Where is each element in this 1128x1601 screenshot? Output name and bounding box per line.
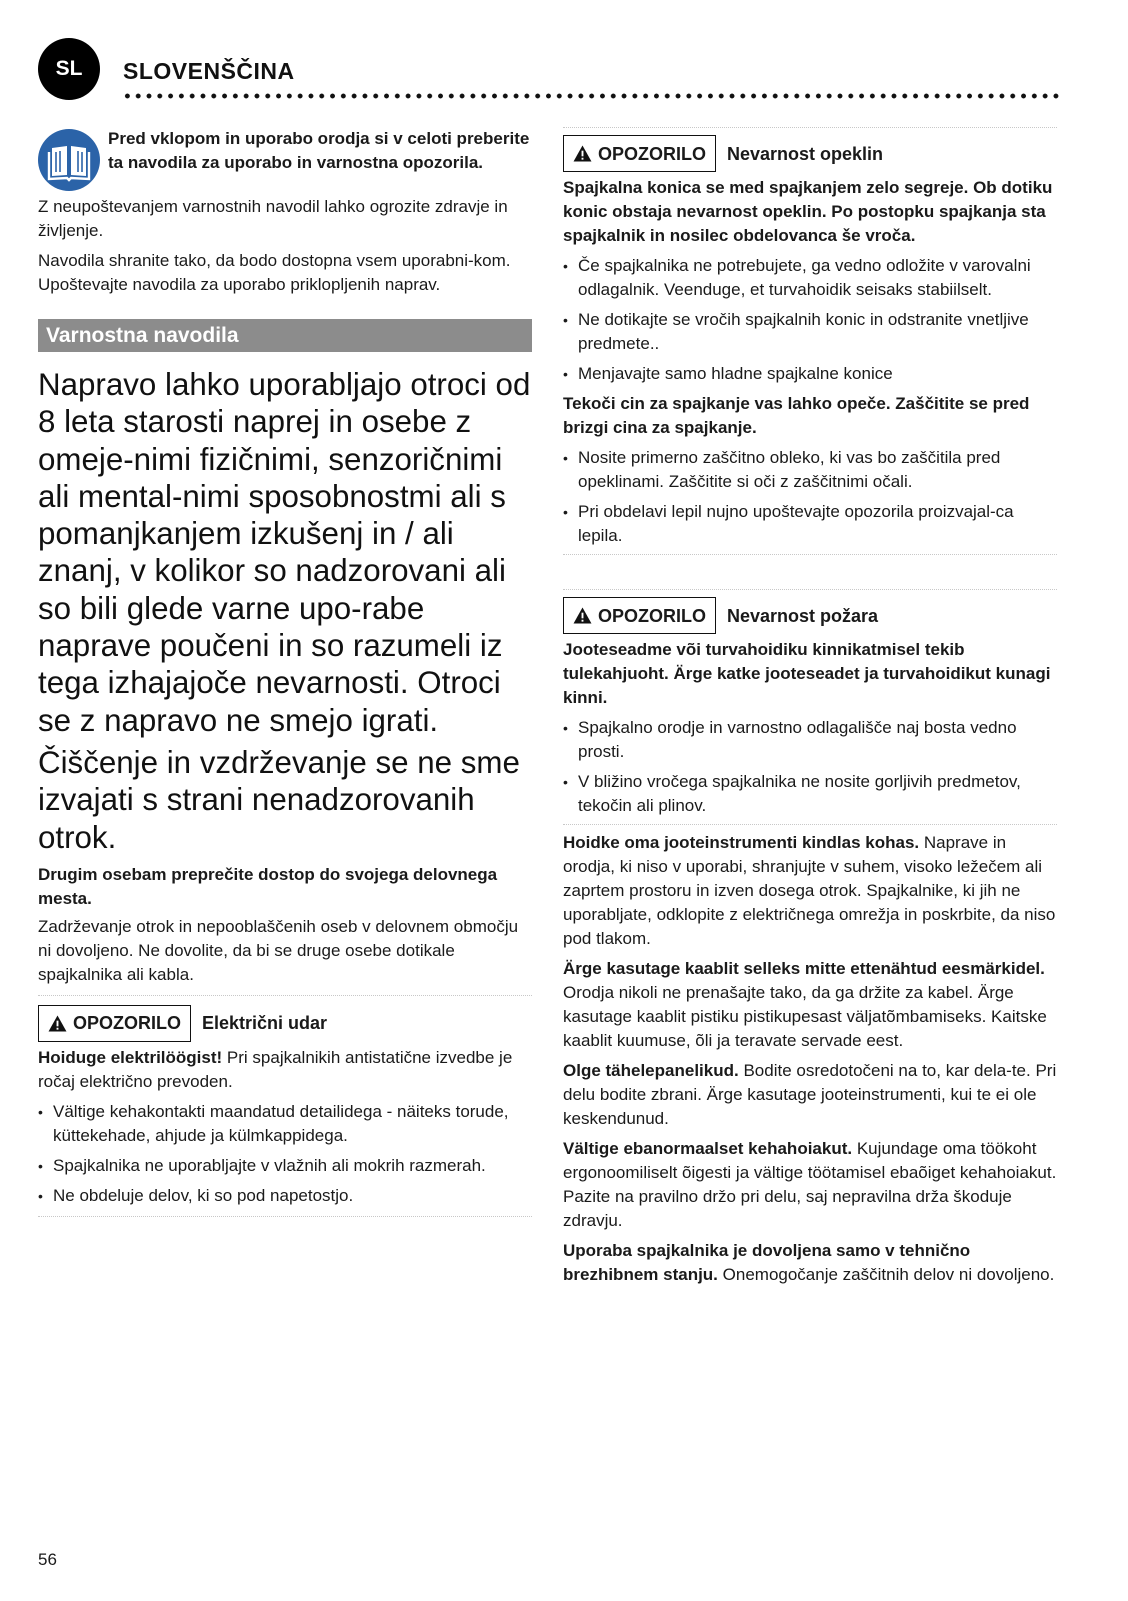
children-notice: Napravo lahko uporabljajo otroci od 8 leta starosti naprej in osebe z omeje-nimi fizičnimi, senzoričnimi ali mental-nimi sposobnostmi ali s pomanjkanjem izkušenj in / ali znanj, v kolikor so nadzorovani ali so bili glede varne upo-rabe naprave poučeni in so razumeli iz tega izhajajoče nevarnosti. Otroci se z napravo ne smejo igrati. [38, 367, 531, 738]
warning-icon [573, 607, 592, 624]
access-heading: Drugim osebam preprečite dostop do svojega delovnega mesta. [38, 864, 498, 908]
language-title: SLOVENŠČINA [123, 58, 295, 84]
list-item: • Nosite primerno zaščitno obleko, ki vas bo zaščitila pred opeklinami. Zaščitite si oči z zaščitnimi očali. [563, 446, 1057, 494]
paragraph-text: Kujundage oma töökoht ergonoomiliselt õigesti ja vältige töötamisel ebaõiget kehahoiakut. Pazite na pravilno držo pri delu, saj nepravilna drža škoduje zdravju. [563, 1139, 1057, 1230]
warning-paragraph [38, 1046, 532, 1094]
paragraph-text: Naprave in orodja, ki niso v uporabi, shranjujte v suhem, visoko ležečem ali zaprtem prostoru in izven dosega otrok. Spajkalnike, ki jih ne uporabljate, odklopite z električnega omrežja in poskrbite, da niso pod tlakom. [563, 833, 1056, 948]
divider [563, 824, 1057, 825]
intro-paragraph: Navodila shranite tako, da bodo dostopna vsem uporabni-kom. Upoštevajte navodila za uporabo priklopljenih naprav. [38, 251, 511, 294]
divider [563, 589, 1057, 590]
intro-bold-text: Pred vklopom in uporabo orodja si v celoti preberite ta navodila za uporabo in varnostna opozorila. [108, 129, 530, 172]
warning-header [38, 1005, 532, 1042]
list-item: • Spajkalno orodje in varnostno odlagališče naj bosta vedno prosti. [563, 716, 1057, 764]
warning-badge [563, 135, 716, 172]
right-column [563, 127, 1057, 1293]
paragraph-text: Bodite osredotočeni na to, kar dela-te. Pri delu bodite zbrani. Ärge kasutage jooteinstrumenti, kui te ei ole keskendunud. [563, 1061, 1057, 1128]
language-badge: SL [38, 38, 100, 100]
warning-icon [48, 1015, 67, 1032]
read-manual-icon [38, 129, 100, 191]
paragraph-text: Onemogočanje zaščitnih delov ni dovoljeno. [717, 1265, 1055, 1284]
paragraph-lead: Uporaba spajkalnika je dovoljena samo v tehnično brezhibnem stanju. [563, 1241, 971, 1284]
warning-badge [563, 597, 716, 634]
list-item: • Ne dotikajte se vročih spajkalnih konic in odstranite vnetljive predmete.. [563, 308, 1057, 356]
list-item: • Menjavajte samo hladne spajkalne konice [563, 362, 1057, 386]
body-paragraph [563, 831, 1057, 951]
list-item: • V bližino vročega spajkalnika ne nosite gorljivih predmetov, tekočin ali plinov. [563, 770, 1057, 818]
body-paragraph [563, 1059, 1057, 1131]
warning-text: Pri spajkalnikih antistatične izvedbe je ročaj električno prevoden. [38, 1047, 513, 1091]
intro-paragraph: Z neupoštevanjem varnostnih navodil lahko ogrozite zdravje in življenje. [38, 197, 508, 240]
paragraph-text: Orodja nikoli ne prenašajte tako, da ga držite za kabel. Ärge kasutage kaablit pistiku pistikupesast väljatõmbamiseks. Kaitske kaablit kuumuse, õli ja teravate servade eest. [563, 983, 1047, 1050]
warning-label: OPOZORILO [598, 605, 706, 626]
warning-heading: Električni udar [202, 1013, 328, 1034]
body-paragraph [563, 1239, 1057, 1287]
divider [38, 995, 532, 996]
warning-bullets [563, 716, 1057, 818]
paragraph-lead: Vältige ebanormaalset kehahoiakut. [563, 1139, 853, 1158]
paragraph-lead: Hoidke oma jooteinstrumenti kindlas kohas. [563, 833, 920, 852]
section-heading: Varnostna navodila [38, 319, 532, 352]
dotted-rule [122, 93, 1062, 99]
divider [563, 554, 1057, 555]
warning-heading: Nevarnost požara [727, 605, 879, 626]
list-item: • Spajkalnika ne uporabljajte v vlažnih ali mokrih razmerah. [38, 1154, 532, 1178]
warning-label: OPOZORILO [73, 1013, 181, 1034]
warning-bold-paragraph: Spajkalna konica se med spajkanjem zelo segreje. Ob dotiku konic obstaja nevarnost opeklin. Po postopku spajkanja sta spajkalnik in nosilec obdelovanca še vroča. [563, 178, 1053, 245]
divider [38, 1216, 532, 1217]
warning-label: OPOZORILO [598, 143, 706, 164]
access-paragraph: Zadrževanje otrok in nepooblaščenih oseb v delovnem območju ni dovoljeno. Ne dovolite, da bi se druge osebe dotikale spajkalnika ali kabla. [38, 916, 519, 984]
warning-bullets [38, 1100, 532, 1208]
body-paragraph [563, 957, 1057, 1053]
paragraph-lead: Ärge kasutage kaablit selleks mitte ettenähtud eesmärkidel. [563, 959, 1045, 978]
left-column [38, 127, 532, 1217]
warning-bold-paragraph: Jooteseadme või turvahoidiku kinnikatmisel tekib tulekahjuoht. Ärge katke jooteseadet ja turvahoidikut kunagi kinni. [563, 640, 1051, 707]
warning-header [563, 597, 1057, 634]
intro-block [38, 127, 532, 191]
warning-bullets [563, 446, 1057, 548]
page-number: 56 [38, 1550, 57, 1569]
paragraph-lead: Olge tähelepanelikud. [563, 1061, 739, 1080]
warning-icon [573, 145, 592, 162]
list-item: • Pri obdelavi lepil nujno upoštevajte opozorila proizvajal-ca lepila. [563, 500, 1057, 548]
divider [563, 127, 1057, 128]
list-item: • Če spajkalnika ne potrebujete, ga vedno odložite v varovalni odlagalnik. Veenduge, et turvahoidik seisaks stabiilselt. [563, 254, 1057, 302]
warning-header [563, 135, 1057, 172]
warning-bullets [563, 254, 1057, 386]
warning-bold-paragraph: Tekoči cin za spajkanje vas lahko opeče. Zaščitite se pred brizgi cina za spajkanje. [563, 394, 1030, 437]
warning-lead: Hoiduge elektrilöögist! [38, 1047, 223, 1067]
warning-badge [38, 1005, 191, 1042]
warning-heading: Nevarnost opeklin [727, 143, 884, 164]
list-item: • Vältige kehakontakti maandatud detailidega - näiteks torude, küttekehade, ahjude ja külmkappidega. [38, 1100, 532, 1148]
cleaning-notice: Čiščenje in vzdrževanje se ne sme izvajati s strani nenadzorovanih otrok. [38, 744, 520, 855]
body-paragraph [563, 1137, 1057, 1233]
list-item: • Ne obdeluje delov, ki so pod napetostjo. [38, 1184, 532, 1208]
